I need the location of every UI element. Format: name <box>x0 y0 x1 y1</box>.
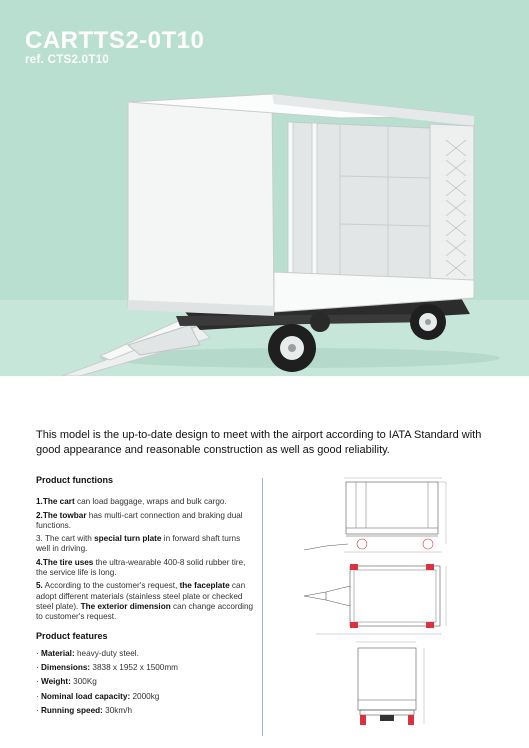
function-item <box>36 558 256 579</box>
function-bold: The tire uses <box>42 557 94 567</box>
feature-label: Running speed: <box>41 706 103 716</box>
product-reference: ref. CTS2.0T10 <box>25 54 110 66</box>
function-bold: the faceplate <box>179 581 230 591</box>
feature-item: · Dimensions: 3838 x 1952 x 1500mm <box>36 663 178 673</box>
function-text: The cart with <box>42 534 95 544</box>
front-view-drawing <box>356 642 424 725</box>
feature-label: Weight: <box>41 677 71 687</box>
product-title: CARTTS2-0T10 <box>25 27 205 54</box>
function-text: can change according to customer's request. <box>36 601 254 622</box>
feature-label: Dimensions: <box>41 663 91 673</box>
function-item <box>36 497 256 507</box>
function-number: 3. <box>36 534 43 544</box>
function-bold: The cart <box>42 497 75 507</box>
feature-value: 3838 x 1952 x 1500mm <box>90 663 178 673</box>
side-view-drawing <box>304 478 446 552</box>
feature-value: 2000kg <box>130 691 160 701</box>
function-text: in forward shaft turns well in driving. <box>36 534 241 554</box>
column-divider <box>262 478 263 736</box>
intro-paragraph: This model is the up-to-date design to meet with the airport according to IATA Standard with good appearance and reasonable construction as well as good reliability. <box>36 429 482 456</box>
function-text: can load baggage, wraps and bulk cargo. <box>74 497 227 507</box>
function-item <box>36 534 256 555</box>
function-bold: The exterior dimension <box>80 601 171 611</box>
product-details-column <box>36 475 256 720</box>
feature-value: 30km/h <box>102 706 132 716</box>
feature-value: 300Kg <box>70 677 97 687</box>
function-number: 4. <box>36 557 43 567</box>
function-number: 5. <box>36 581 43 591</box>
feature-label: Material: <box>41 648 75 658</box>
function-bold: special turn plate <box>94 534 162 544</box>
features-title: Product features <box>36 630 108 641</box>
feature-value: heavy-duty steel. <box>74 648 139 658</box>
top-view-drawing <box>304 564 446 634</box>
technical-drawings <box>296 474 472 736</box>
feature-item: · Weight: 300Kg <box>36 677 97 687</box>
function-bold: The towbar <box>42 510 87 520</box>
feature-item: · Material: heavy-duty steel. <box>36 648 139 658</box>
function-number: 2. <box>36 510 43 520</box>
function-text: can adopt different materials (stainless steel plate or checked steel plate). <box>36 581 246 611</box>
function-text: According to the customer's request, <box>42 581 180 591</box>
feature-item: · Nominal load capacity: 2000kg <box>36 691 160 701</box>
function-number: 1. <box>36 497 43 507</box>
feature-item: · Running speed: 30km/h <box>36 706 132 716</box>
functions-title: Product functions <box>36 475 113 485</box>
function-item <box>36 511 256 532</box>
function-item <box>36 581 256 622</box>
feature-label: Nominal load capacity: <box>41 691 131 701</box>
function-text: the ultra-wearable 400-8 solid rubber tire, the service life is long. <box>36 557 246 578</box>
function-text: has multi-cart connection and braking dual functions. <box>36 510 243 530</box>
